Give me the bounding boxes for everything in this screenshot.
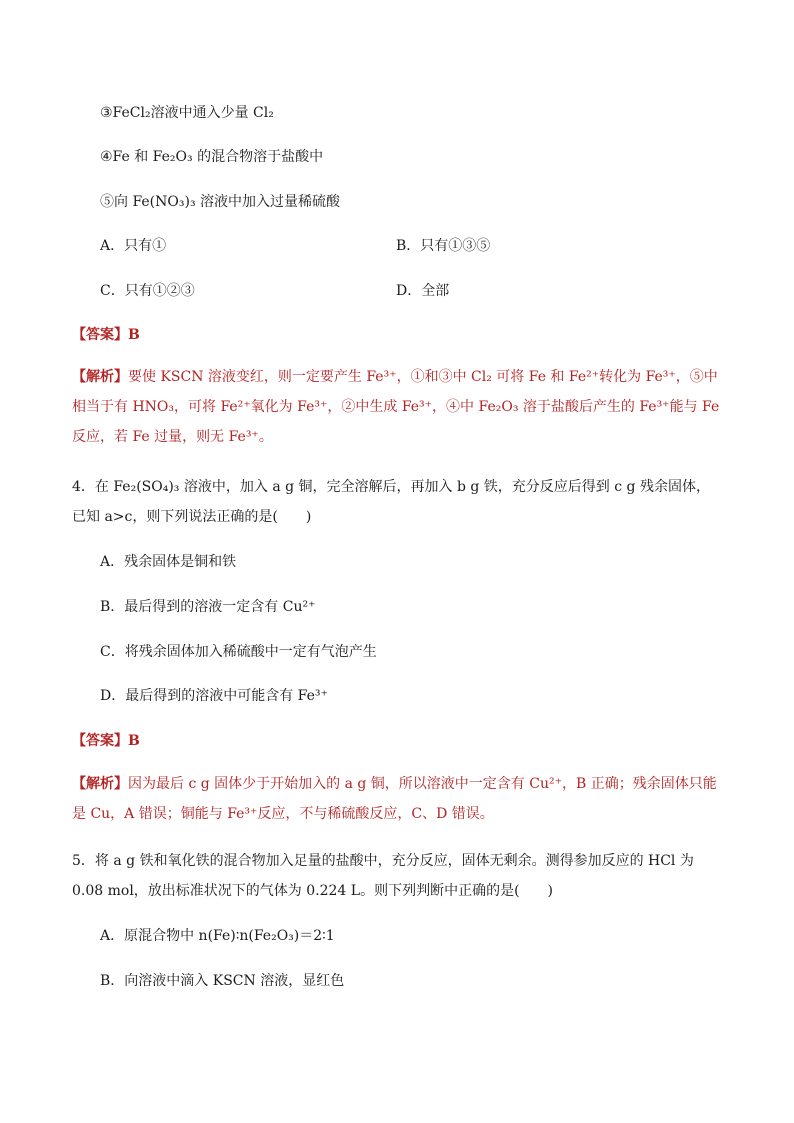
analysis-tag: 【解析】 <box>72 369 128 385</box>
q5-stem: 5．将 a g 铁和氧化铁的混合物加入足量的盐酸中，充分反应，固体无剩余。测得参加反应的 HCl 为 0.08 mol，放出标准状况下的气体为 0.224 L。则下列判断中正确的是( ) <box>72 853 694 899</box>
q3-options-row-2 <box>100 281 450 301</box>
item-4-text: ④Fe 和 Fe₂O₃ 的混合物溶于盐酸中 <box>100 149 324 165</box>
q5-option-b: B．向溶液中滴入 KSCN 溶液，显红色 <box>100 973 345 989</box>
q3-option-b: B．只有①③⑤ <box>396 238 491 254</box>
q5-option-a: A．原混合物中 n(Fe)∶n(Fe₂O₃)＝2∶1 <box>100 928 335 944</box>
q4-option-b: B．最后得到的溶液一定含有 Cu²⁺ <box>100 599 316 615</box>
analysis-text: 因为最后 c g 固体少于开始加入的 a g 铜，所以溶液中一定含有 Cu²⁺，B 正确；残余固体只能是 Cu，A 错误；铜能与 Fe³⁺反应，不与稀硫酸反应，C、D 错误。 <box>72 776 717 822</box>
answer-value: B <box>128 327 140 343</box>
item-5-text: ⑤向 Fe(NO₃)₃ 溶液中加入过量稀硫酸 <box>100 194 341 210</box>
q4-stem: 4．在 Fe₂(SO₄)₃ 溶液中，加入 a g 铜，完全溶解后，再加入 b g 铁，充分反应后得到 c g 残余固体，已知 a>c，则下列说法正确的是( ) <box>72 479 710 525</box>
q4-analysis <box>72 769 722 829</box>
analysis-tag: 【解析】 <box>72 776 128 792</box>
q4-option-d: D．最后得到的溶液中可能含有 Fe³⁺ <box>100 688 328 704</box>
q3-option-a: A．只有① <box>100 238 167 254</box>
item-3-text: ③FeCl₂溶液中通入少量 Cl₂ <box>100 105 274 121</box>
q3-answer <box>72 325 140 345</box>
q4-option-c: C．将残余固体加入稀硫酸中一定有气泡产生 <box>100 644 377 660</box>
answer-tag: 【答案】 <box>72 733 128 749</box>
answer-tag: 【答案】 <box>72 327 128 343</box>
q3-options-row-1 <box>100 236 491 256</box>
q3-option-d: D．全部 <box>396 283 450 299</box>
q3-option-c: C．只有①②③ <box>100 283 195 299</box>
analysis-text: 要使 KSCN 溶液变红，则一定要产生 Fe³⁺，①和③中 Cl₂ 可将 Fe 和 Fe²⁺转化为 Fe³⁺，⑤中相当于有 HNO₃，可将 Fe²⁺氧化为 Fe³⁺，②中生成 Fe³⁺，④中 Fe₂O₃ 溶于盐酸后产生的 Fe³⁺能与 Fe 反应，若 Fe 过量，则无 Fe³⁺。 <box>72 369 720 445</box>
answer-value: B <box>128 733 140 749</box>
q4-answer <box>72 731 140 751</box>
q3-analysis <box>72 362 722 452</box>
q4-option-a: A．残余固体是铜和铁 <box>100 554 237 570</box>
